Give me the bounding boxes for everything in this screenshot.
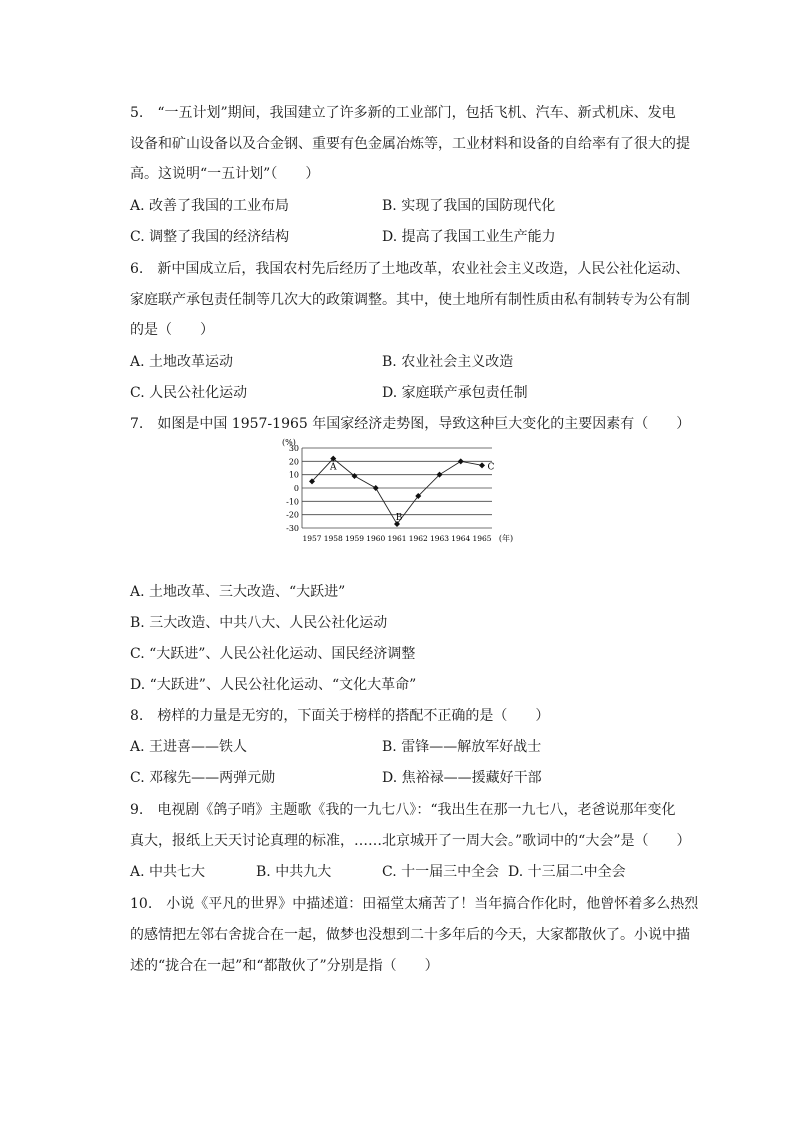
q6-option-c: C. 人民公社化运动 (130, 385, 248, 401)
chart-y-tick-label: -20 (286, 510, 299, 520)
chart-point-label: B (395, 513, 403, 523)
chart-x-tick-label: 1962 (408, 534, 428, 543)
chart-data-point (479, 462, 485, 468)
chart-data-point (373, 485, 379, 491)
q9-stem-line-1: 9. 电视剧《鸽子哨》主题歌《我的一九七八》：“我出生在那一九七八，老爸说那年变化 (130, 802, 676, 818)
q8-stem: 8. 榜样的力量是无穷的，下面关于榜样的搭配不正确的是（ ） (130, 708, 550, 724)
q10-stem-line-2: 的感情把左邻右舍拢合在一起，做梦也没想到二十多年后的今天，大家都散伙了。小说中描 (130, 927, 690, 943)
chart-x-tick-label: 1961 (387, 534, 407, 543)
chart-x-tick-label: 1959 (344, 534, 365, 543)
q9-option-c: C. 十一届三中全会 (382, 864, 500, 880)
q10-stem-line-1: 10. 小说《平凡的世界》中描述道：田福堂太痛苦了！当年搞合作化时，他曾怀着多么热烈 (130, 896, 699, 912)
q6-option-a: A. 土地改革运动 (130, 354, 234, 370)
q7-option-d: D. “大跃进”、人民公社化运动、“文化大革命” (130, 677, 417, 693)
q7-stem: 7. 如图是中国 1957-1965 年国家经济走势图，导致这种巨大变化的主要因素有（ ） (130, 416, 691, 432)
q8-option-b: B. 雷锋——解放军好战士 (382, 739, 542, 755)
q5-option-b: B. 实现了我国的国防现代化 (382, 198, 556, 214)
q9-option-d: D. 十三届二中全会 (508, 864, 626, 880)
q5-option-a: A. 改善了我国的工业布局 (130, 198, 290, 214)
chart-x-tick-label: 1957 (302, 534, 322, 543)
q7-option-b: B. 三大改造、中共八大、人民公社化运动 (130, 615, 388, 631)
chart-y-tick-label: 30 (288, 444, 299, 453)
chart-point-label: C (487, 462, 495, 473)
q5-stem-line-3: 高。这说明“一五计划”（ ） (130, 166, 320, 182)
q9-stem-line-2: 真大，报纸上天天讨论真理的标准，……北京城开了一周大会。”歌词中的“大会”是（ ） (130, 833, 691, 849)
q6-option-d: D. 家庭联产承包责任制 (382, 385, 528, 401)
economy-trend-chart (272, 438, 522, 550)
chart-data-point (458, 458, 464, 464)
q10-stem-line-3: 述的“拢合在一起”和“都散伙了”分别是指（ ） (130, 958, 439, 974)
chart-y-tick-label: 20 (288, 457, 299, 467)
q6-stem-line-1: 6. 新中国成立后，我国农村先后经历了土地改革，农业社会主义改造，人民公社化运动、 (130, 261, 690, 277)
chart-point-label: A (330, 462, 337, 473)
chart-y-tick-label: -10 (286, 497, 299, 507)
q7-option-c: C. “大跃进”、人民公社化运动、国民经济调整 (130, 646, 416, 662)
q5-option-c: C. 调整了我国的经济结构 (130, 229, 290, 245)
chart-y-tick-label: -30 (286, 524, 299, 533)
chart-y-axis-label: (%) (282, 438, 296, 447)
q8-option-c: C. 邓稼先——两弹元勋 (130, 770, 276, 786)
q6-stem-line-3: 的是（ ） (130, 322, 214, 338)
q8-option-d: D. 焦裕禄——援藏好干部 (382, 770, 542, 786)
q9-option-b: B. 中共九大 (256, 864, 332, 880)
q9-option-a: A. 中共七大 (130, 864, 206, 880)
chart-y-tick-label: 0 (293, 484, 299, 493)
q5-option-d: D. 提高了我国工业生产能力 (382, 229, 556, 245)
q6-stem-line-2: 家庭联产承包责任制等几次大的政策调整。其中，使土地所有制性质由私有制转专为公有制 (130, 292, 690, 308)
economy-trend-chart-svg (272, 438, 522, 550)
chart-y-tick-label: 10 (288, 470, 299, 480)
chart-x-tick-label: 1960 (366, 534, 386, 543)
q5-stem-line-2: 设备和矿山设备以及合金钢、重要有色金属冶炼等，工业材料和设备的自给率有了很大的提 (130, 136, 690, 152)
chart-x-axis-label: (年) (498, 534, 514, 543)
chart-x-tick-label: 1965 (472, 534, 492, 543)
chart-x-tick-label: 1964 (451, 534, 471, 543)
q6-option-b: B. 农业社会主义改造 (382, 354, 514, 370)
q7-option-a: A. 土地改革、三大改造、“大跃进” (130, 584, 346, 600)
q8-option-a: A. 王进喜——铁人 (130, 739, 248, 755)
chart-x-tick-label: 1963 (429, 534, 450, 543)
chart-x-tick-label: 1958 (323, 534, 343, 543)
q5-stem-line-1: 5. “一五计划”期间，我国建立了许多新的工业部门，包括飞机、汽车、新式机床、发电 (130, 105, 676, 121)
